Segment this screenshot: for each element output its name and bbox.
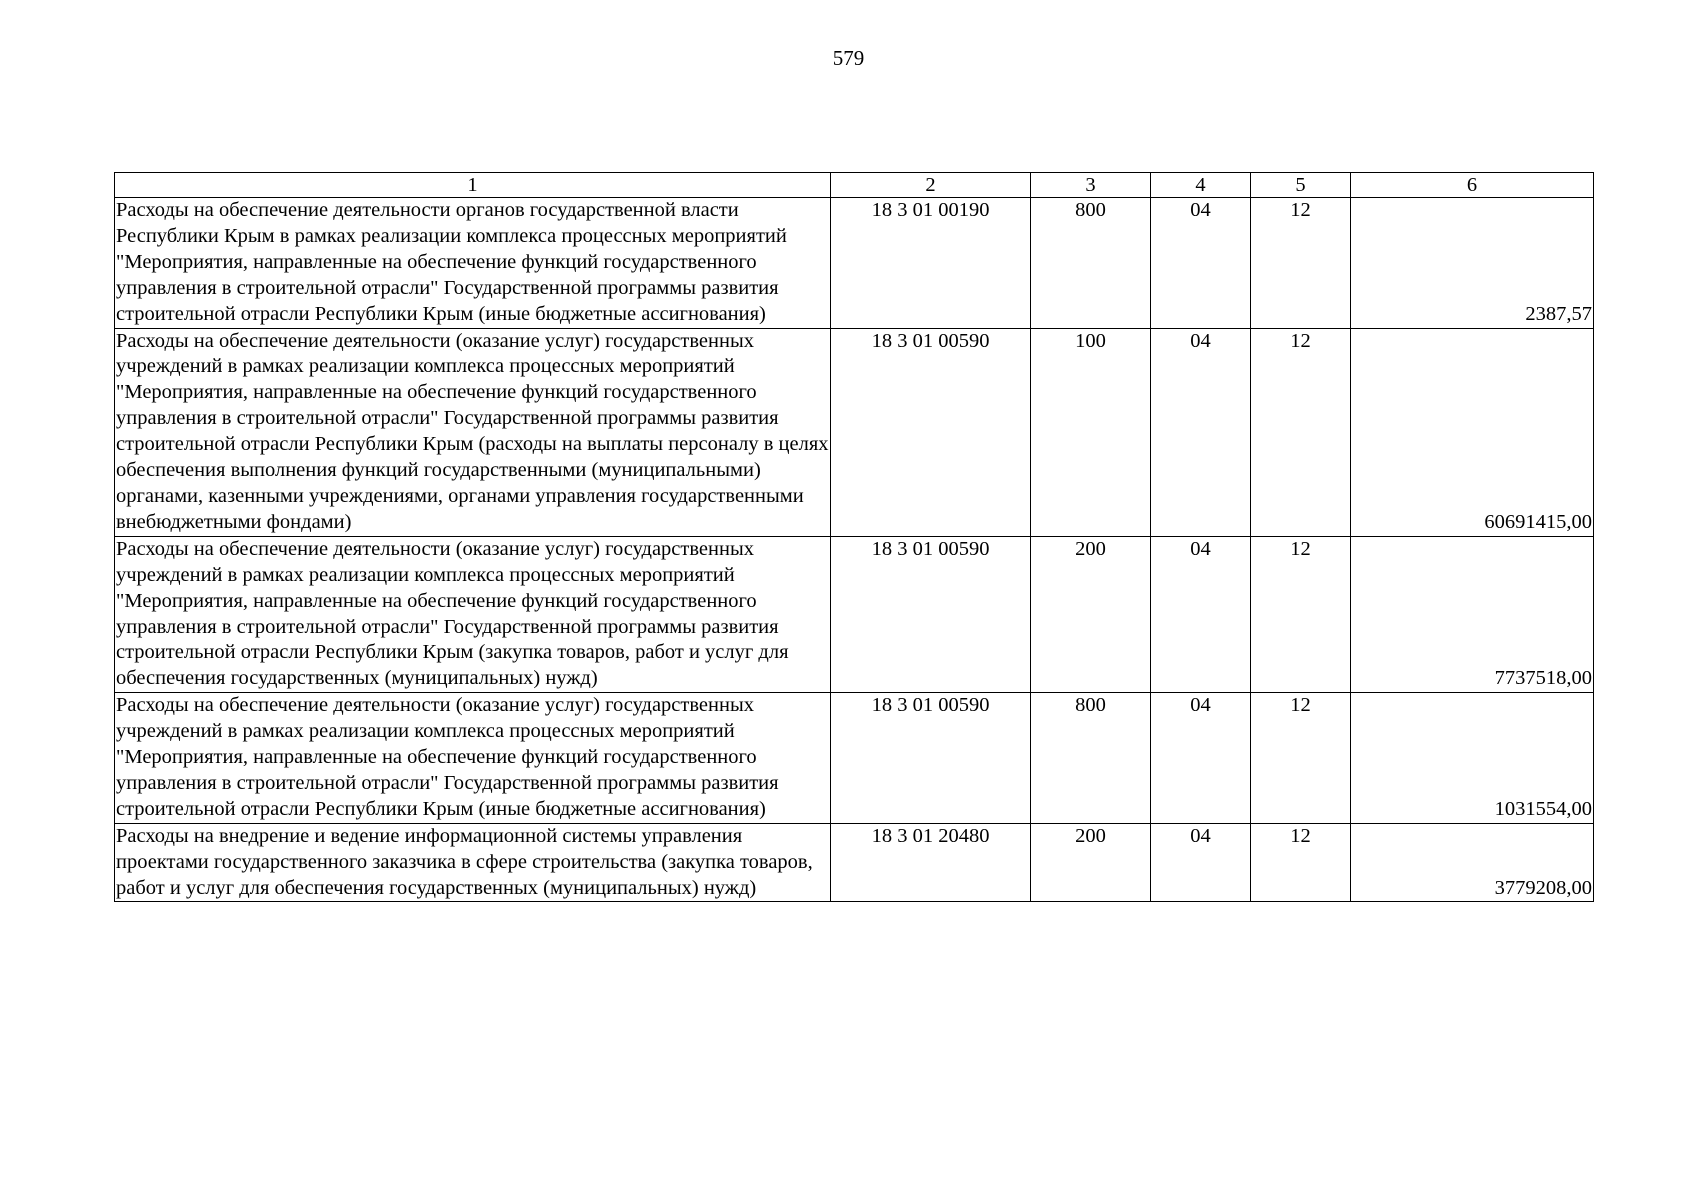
row-subsection-code: 12 xyxy=(1251,823,1351,902)
row-description: Расходы на обеспечение деятельности органов государственной власти Республики Крым в рамках реализации комплекса процессных мероприятий "Мероприятия, направленные на обеспечение функций государственного управления в строительной отрасли" Государственной программы развития строительной отрасли Республики Крым (иные бюджетные ассигнования) xyxy=(115,198,831,329)
table-header-row xyxy=(115,173,1594,198)
row-description: Расходы на обеспечение деятельности (оказание услуг) государственных учреждений в рамках реализации комплекса процессных мероприятий "Мероприятия, направленные на обеспечение функций государственного управления в строительной отрасли" Государственной программы развития строительной отрасли Республики Крым (иные бюджетные ассигнования) xyxy=(115,693,831,824)
row-section-code: 04 xyxy=(1151,536,1251,692)
row-expense-type-code: 200 xyxy=(1031,536,1151,692)
column-header: 2 xyxy=(831,173,1031,198)
row-amount: 7737518,00 xyxy=(1351,536,1594,692)
row-target-article-code: 18 3 01 20480 xyxy=(831,823,1031,902)
row-expense-type-code: 100 xyxy=(1031,328,1151,536)
row-subsection-code: 12 xyxy=(1251,536,1351,692)
table-row xyxy=(115,198,1594,329)
row-expense-type-code: 800 xyxy=(1031,198,1151,329)
row-amount: 1031554,00 xyxy=(1351,693,1594,824)
column-header: 6 xyxy=(1351,173,1594,198)
row-description: Расходы на обеспечение деятельности (оказание услуг) государственных учреждений в рамках реализации комплекса процессных мероприятий "Мероприятия, направленные на обеспечение функций государственного управления в строительной отрасли" Государственной программы развития строительной отрасли Республики Крым (расходы на выплаты персоналу в целях обеспечения выполнения функций государственными (муниципальными) органами, казенными учреждениями, органами управления государственными внебюджетными фондами) xyxy=(115,328,831,536)
column-header: 5 xyxy=(1251,173,1351,198)
row-subsection-code: 12 xyxy=(1251,328,1351,536)
table-row xyxy=(115,328,1594,536)
row-description: Расходы на внедрение и ведение информационной системы управления проектами государственного заказчика в сфере строительства (закупка товаров, работ и услуг для обеспечения государственных (муниципальных) нужд) xyxy=(115,823,831,902)
column-header: 4 xyxy=(1151,173,1251,198)
row-expense-type-code: 200 xyxy=(1031,823,1151,902)
row-amount: 60691415,00 xyxy=(1351,328,1594,536)
row-expense-type-code: 800 xyxy=(1031,693,1151,824)
row-target-article-code: 18 3 01 00590 xyxy=(831,328,1031,536)
row-target-article-code: 18 3 01 00190 xyxy=(831,198,1031,329)
table-row xyxy=(115,536,1594,692)
row-subsection-code: 12 xyxy=(1251,198,1351,329)
row-target-article-code: 18 3 01 00590 xyxy=(831,693,1031,824)
column-header: 1 xyxy=(115,173,831,198)
row-description: Расходы на обеспечение деятельности (оказание услуг) государственных учреждений в рамках реализации комплекса процессных мероприятий "Мероприятия, направленные на обеспечение функций государственного управления в строительной отрасли" Государственной программы развития строительной отрасли Республики Крым (закупка товаров, работ и услуг для обеспечения государственных (муниципальных) нужд) xyxy=(115,536,831,692)
row-subsection-code: 12 xyxy=(1251,693,1351,824)
row-amount: 2387,57 xyxy=(1351,198,1594,329)
table-row xyxy=(115,693,1594,824)
row-target-article-code: 18 3 01 00590 xyxy=(831,536,1031,692)
row-section-code: 04 xyxy=(1151,328,1251,536)
row-section-code: 04 xyxy=(1151,198,1251,329)
budget-table xyxy=(114,172,1594,902)
table-row xyxy=(115,823,1594,902)
row-section-code: 04 xyxy=(1151,693,1251,824)
row-amount: 3779208,00 xyxy=(1351,823,1594,902)
page-number: 579 xyxy=(832,46,865,70)
row-section-code: 04 xyxy=(1151,823,1251,902)
column-header: 3 xyxy=(1031,173,1151,198)
